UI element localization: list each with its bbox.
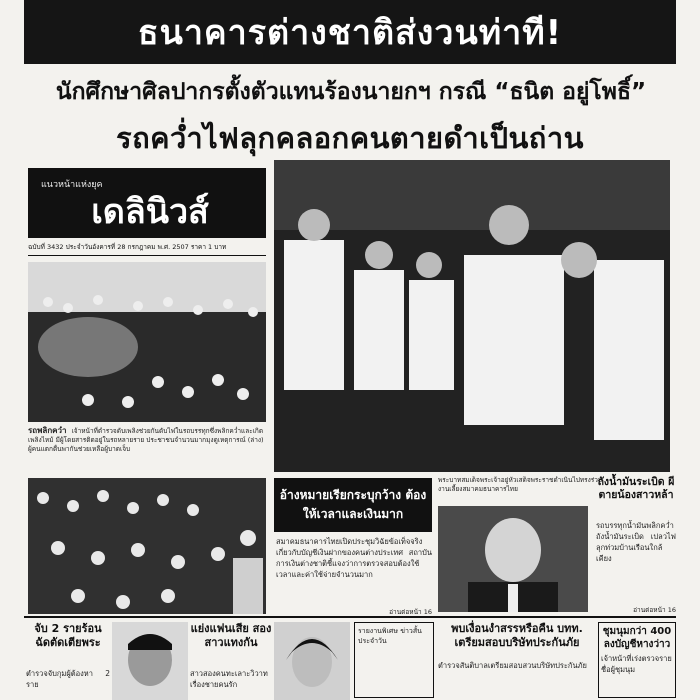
banks-story-more: อ่านต่อหน้า 16 — [389, 608, 432, 616]
royal-event-photo — [274, 160, 670, 472]
caption-tag: รถพลิกคว่ำ — [28, 426, 67, 435]
issue-line: ฉบับที่ 3432 ประจำวันอังคารที่ 28 กรกฎาคม พ.ศ. 2507 ราคา 1 บาท — [28, 242, 266, 256]
masthead — [28, 168, 266, 238]
top-banner-headline: ธนาคารต่างชาติส่งวนท่าที! — [24, 0, 676, 64]
bottom-portrait-man — [112, 622, 188, 700]
bottom-col4-box — [598, 622, 676, 698]
bottom-boxed-text: รายงานพิเศษ ข่าวสั้นประจำวัน — [354, 622, 434, 698]
bottom-col2-body: สาวสองคนทะเลาะวิวาทเรื่องชายคนรัก — [190, 669, 268, 689]
tank-story-body: รถบรรทุกน้ำมันพลิกคว่ำ ถังน้ำมันระเบิด เปลวไฟลุกท่วมบ้านเรือนใกล้เคียง — [596, 521, 676, 563]
masthead-name: เดลินิวส์ — [91, 192, 209, 232]
bottom-col1-body: ตำรวจจับกุมผู้ต้องหา 2 ราย — [26, 669, 110, 689]
bottom-col2-headline: แย่งแฟนเสีย สองสาวแทงกัน — [190, 622, 272, 649]
banks-story-body: สมาคมธนาคารไทยเปิดประชุมวิฉัยข้อเท็จจริงเกี่ยวกับบัญชีเงินฝากของคนต่างประเทศ สถาบันการเงินต่างชาติชี้แจงว่าการตรวจสอบต้องใช้เวลาและค่าใช้จ่ายจำนวนมาก — [276, 537, 432, 579]
bottom-col1-headline: จับ 2 รายร้อน ฉัดตัดเตียพระ — [34, 622, 102, 649]
bottom-portrait-woman — [274, 622, 350, 700]
tank-story-more: อ่านต่อหน้า 16 — [633, 606, 676, 614]
bottom-col3-headline: พบเงื่อนงำสรรหรือคืน บทท. เตรียมสอบบริษัทประกันภัย — [451, 622, 583, 649]
masthead-kicker: แนวหน้าแห่งยุค — [41, 180, 103, 190]
tank-story-headline: ถังน้ำมันระเบิด ผีตายน้องสาวหล้า — [597, 476, 675, 501]
banks-story-headline: อ้างหมายเรียกระบุกว้าง ต้องให้เวลาและเงินมาก — [274, 478, 432, 532]
portrait-photo — [438, 506, 588, 612]
crowd-photo-top — [28, 262, 266, 422]
crowd-photo-bottom — [28, 478, 266, 614]
bottom-col3-body: ตำรวจสันติบาลเตรียมสอบสวนบริษัทประกันภัย — [438, 661, 587, 670]
royal-photo-caption: พระบาทสมเด็จพระเจ้าอยู่หัวเสด็จพระราชดำเนินไปทรงร่วมงานเลี้ยงสมาคมธนาคารไทย — [438, 476, 603, 493]
bottom-col4-body: เจ้าหน้าที่เร่งตรวจรายชื่อผู้ชุมนุม — [601, 654, 672, 674]
bottom-col4-headline: ชุมนุมกว่า 400 ลงบัญชีหางว่าว — [602, 626, 672, 650]
section-divider — [24, 616, 676, 618]
main-headline: รถคว่ำไฟลุกคลอกคนตายดำเป็นถ่าน — [116, 121, 584, 155]
caption-text: เจ้าหน้าที่ตำรวจดับเพลิงช่วยกันดับไฟในรถบรรทุกซึ่งพลิกคว่ำและเกิดเพลิงไหม้ มีผู้โดยสารติดอยู่ในรถหลายราย ประชาชนจำนวนมากมุงดูเหตุการณ์ (ล่าง) ผู้คนแตกตื่นพากันช่วยเหลือผู้บาดเจ็บ — [28, 427, 264, 453]
crowd-photo-caption — [28, 426, 266, 474]
subhead: นักศึกษาศิลปากรตั้งตัวแทนร้องนายกฯ กรณี “ธนิต อยู่โพธิ์” — [55, 79, 647, 105]
